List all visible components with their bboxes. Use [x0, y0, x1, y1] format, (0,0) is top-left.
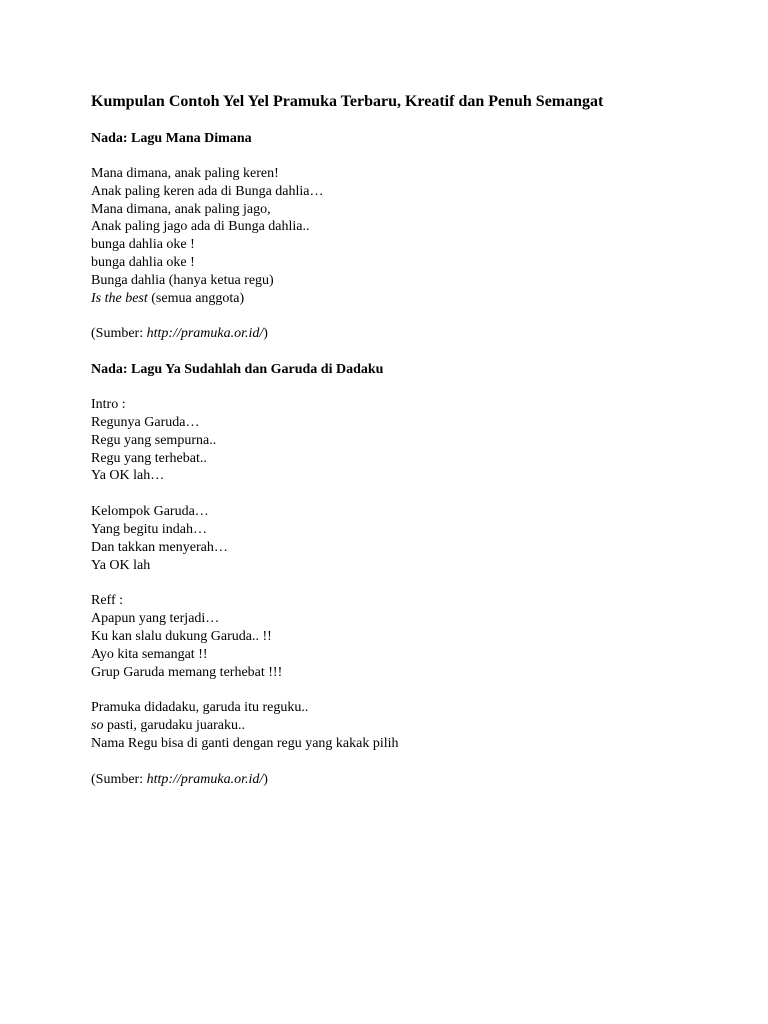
lyric-line: Kelompok Garuda… [91, 504, 209, 520]
lyric-line: Nama Regu bisa di ganti dengan regu yang kakak pilih [91, 735, 399, 751]
section2-heading: Nada: Lagu Ya Sudahlah dan Garuda di Dadaku [91, 362, 384, 378]
section1-lyrics [91, 165, 731, 307]
lyric-line: Ya OK lah [91, 557, 151, 573]
lyric-line [91, 290, 731, 308]
source-prefix: (Sumber: [91, 326, 147, 342]
section2-stanza2 [91, 503, 731, 574]
lyric-line: Regunya Garuda… [91, 414, 200, 430]
lyric-line: bunga dahlia oke ! [91, 237, 195, 253]
lyric-line: Regu yang terhebat.. [91, 450, 207, 466]
section2-source [91, 771, 731, 789]
lyric-line: Dan takkan menyerah… [91, 539, 228, 555]
section2-reff [91, 592, 731, 681]
lyric-text: pasti, garudaku juaraku.. [103, 718, 245, 734]
section1-source [91, 325, 731, 343]
lyric-line: Grup Garuda memang terhebat !!! [91, 664, 283, 680]
document-page [91, 92, 731, 789]
lyric-italic: Is the best [91, 290, 148, 306]
lyric-text: (semua anggota) [147, 290, 245, 306]
source-link[interactable]: http://pramuka.or.id/ [146, 771, 264, 787]
source-prefix: (Sumber: [91, 771, 147, 787]
section1-heading: Nada: Lagu Mana Dimana [91, 131, 252, 146]
lyric-line: Apapun yang terjadi… [91, 611, 220, 627]
lyric-italic: so [91, 718, 104, 734]
lyric-line: bunga dahlia oke ! [91, 254, 195, 270]
lyric-line: Ya OK lah… [91, 468, 165, 484]
lyric-line: Mana dimana, anak paling keren! [91, 166, 279, 181]
section2-intro [91, 396, 731, 485]
lyric-line: Pramuka didadaku, garuda itu reguku.. [91, 700, 309, 716]
lyric-line: Intro : [91, 397, 126, 413]
lyric-line: Anak paling jago ada di Bunga dahlia.. [91, 219, 310, 235]
section2-stanza4 [91, 699, 731, 752]
lyric-line: Bunga dahlia (hanya ketua regu) [91, 272, 274, 288]
lyric-line: Ku kan slalu dukung Garuda.. !! [91, 628, 272, 644]
lyric-line: Mana dimana, anak paling jago, [91, 201, 271, 217]
document-title: Kumpulan Contoh Yel Yel Pramuka Terbaru, Kreatif dan Penuh Semangat [91, 93, 604, 110]
lyric-line: Ayo kita semangat !! [91, 646, 208, 662]
source-suffix: ) [263, 326, 268, 342]
source-suffix: ) [263, 771, 268, 787]
lyric-line: Yang begitu indah… [91, 521, 208, 537]
lyric-line [91, 717, 731, 735]
source-link[interactable]: http://pramuka.or.id/ [146, 326, 264, 342]
lyric-line: Regu yang sempurna.. [91, 432, 217, 448]
lyric-line: Reff : [91, 593, 124, 609]
lyric-line: Anak paling keren ada di Bunga dahlia… [91, 183, 324, 199]
